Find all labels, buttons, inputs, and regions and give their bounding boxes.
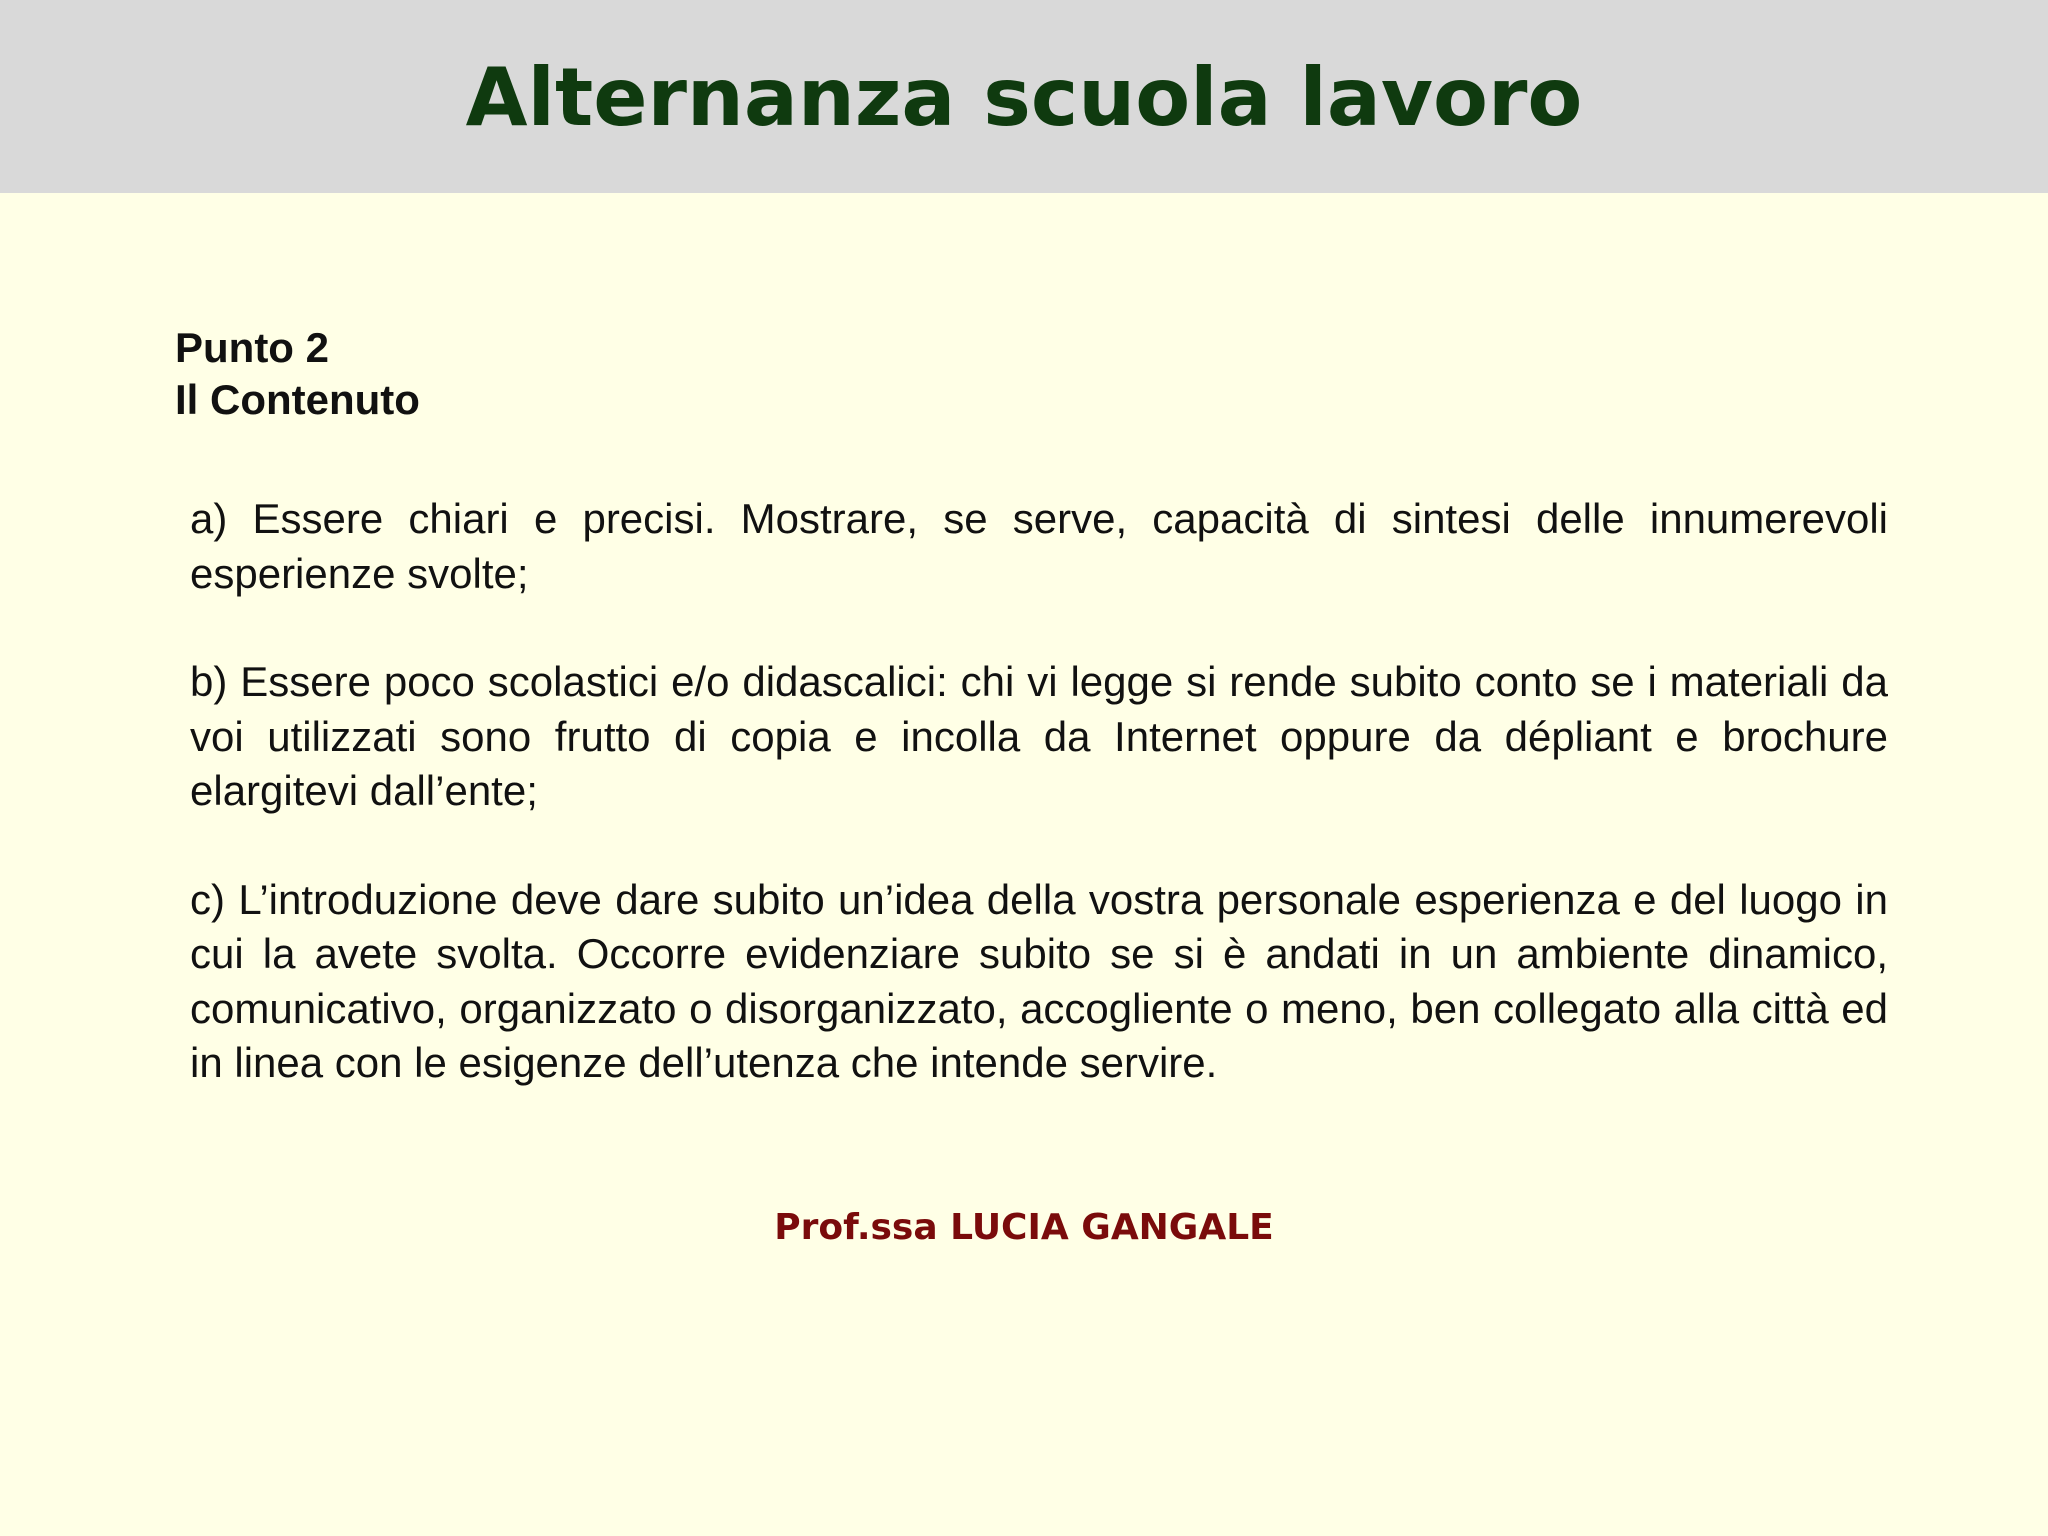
point-c: c) L’introduzione deve dare subito un’idea della vostra personale esperienza e del luogo in cui la avete svolta. Occorre evidenziare subito se si è andati in un ambiente dinamico, comunicativo, organizzato o disorganizzato, accogliente o meno, ben collegato alla città ed in linea con le esigenze dell’utenza che intende servire. bbox=[190, 875, 1888, 1086]
title-bar bbox=[0, 0, 2048, 193]
point-a: a) Essere chiari e precisi. Mostrare, se serve, capacità di sintesi delle innumerevoli esperienze svolte; bbox=[190, 495, 1888, 597]
author-credit: Prof.ssa LUCIA GANGALE bbox=[774, 1207, 1274, 1248]
section-label: Punto 2 bbox=[175, 324, 329, 371]
content-list bbox=[190, 492, 1888, 1145]
section-subtitle: Il Contenuto bbox=[175, 376, 420, 423]
page-title: Alternanza scuola lavoro bbox=[465, 51, 1583, 144]
section-heading bbox=[175, 322, 420, 426]
point-b: b) Essere poco scolastici e/o didascalici: chi vi legge si rende subito conto se i materiali da voi utilizzati sono frutto di copia e incolla da Internet oppure da dépliant e brochure elargitevi dall’ente; bbox=[190, 658, 1888, 814]
